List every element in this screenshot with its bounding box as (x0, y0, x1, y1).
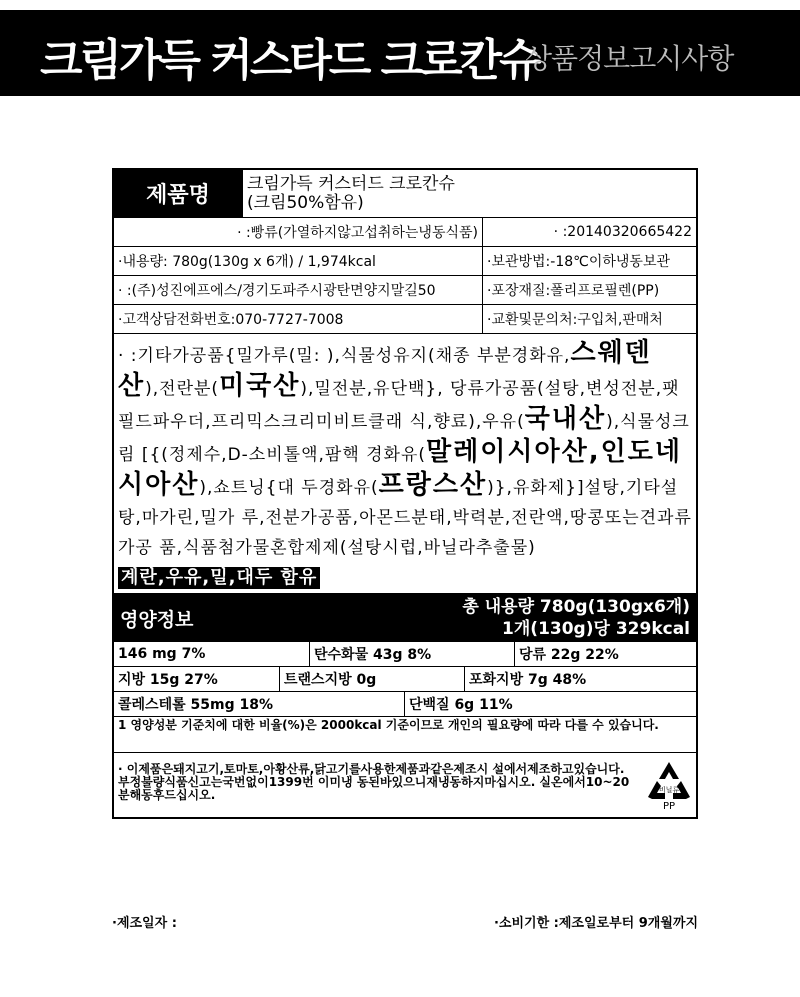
sugars-cell: 당류 22g 22% (514, 642, 696, 666)
nutrition-title: 영양정보 (120, 608, 194, 631)
nutrition-row (114, 692, 696, 717)
origin-sweden: 스웨덴산 (118, 338, 652, 401)
expiry-date: ·소비기한 :제조일로부터 9개월까지 (493, 916, 698, 931)
ingredients-row (114, 334, 696, 594)
exchange-info: ·교환및문의처:구입처,판매처 (482, 305, 696, 333)
ingredients-text (114, 334, 696, 593)
header-bar (0, 10, 800, 96)
product-name-value (242, 170, 696, 217)
product-name-row (114, 170, 696, 218)
nutrition-total (462, 596, 690, 640)
info-row-2 (114, 247, 696, 276)
content-amount: ·내용량: 780g(130g x 6개) / 1,974kcal (118, 254, 376, 270)
info-subtitle: 상품정보고시사항 (525, 42, 734, 75)
label-footer (112, 912, 698, 931)
ingredients-part-3: ),밀전분,유단백}, 당류가공품(설탕,변성전분,팻필드파우더,프리믹스크리미비트클래 식,향료),우유( (118, 379, 680, 432)
fat-cell: 지방 15g 27% (118, 672, 218, 688)
protein-cell: 단백질 6g 11% (404, 692, 696, 716)
nutrition-total-line1: 총 내용량 780g(130gx6개) (462, 597, 690, 617)
ingredients-part-6: )},유화제}]설탕,기타설탕,마가린,밀가 루,전분가공품,아몬드분태,박력분,전란액,땅콩또는견과류가공 품,식품첨가물혼합제제(설탕시럽,바닐라추출물) (118, 478, 692, 558)
recycle-mark (642, 753, 696, 817)
origin-usa: 미국산 (219, 371, 301, 401)
product-title: 크림가득 커스타드 크로칸슈 (40, 35, 539, 86)
nutrition-row (114, 667, 696, 692)
origin-korea: 국내산 (524, 404, 607, 434)
info-row-3 (114, 276, 696, 305)
ingredients-part-2: ),전란분( (145, 379, 220, 399)
info-row-4 (114, 305, 696, 334)
packaging-material: ·포장재질:폴리프로필렌(PP) (482, 276, 696, 304)
saturated-fat-cell: 포화지방 7g 48% (464, 667, 696, 691)
nutrition-row (114, 642, 696, 667)
svg-text:비닐류: 비닐류 (658, 786, 680, 794)
warning-row (114, 753, 696, 817)
ingredients-part-1: · :기타가공품{밀가루(밀: ),식물성유지(채종 부분경화유, (118, 346, 571, 366)
cholesterol-cell: 콜레스테롤 55mg 18% (118, 697, 273, 713)
manufacturer: · :(주)성진에프에스/경기도파주시광탄면양지말길50 (118, 283, 436, 299)
customer-phone: ·고객상담전화번호:070-7727-7008 (118, 312, 344, 328)
warning-text: · 이제품은돼지고기,토마토,아황산류,닭고기를사용한제품과같은제조시 설에서제조하고있습니다. 부정불량식품신고는국번없이1399번 이미냉 동된바있으니재냉동하지마십시오. 실온에서10~20분해동후드십시오. (118, 762, 630, 802)
report-number: · :20140320665422 (482, 218, 696, 246)
trans-fat-cell: 트랜스지방 0g (279, 667, 464, 691)
nutrition-note: 1 영양성분 기준치에 대한 비율(%)은 2000kcal 기준이므로 개인의 필요량에 따라 다를 수 있습니다. (114, 717, 696, 753)
ingredients-part-4: ),식물성크림 [{(정제수,D-소비톨액,팜핵 경화유( (118, 412, 690, 465)
sodium-cell: 146 mg 7% (118, 646, 206, 662)
nutrition-header (114, 594, 696, 642)
svg-text:PP: PP (662, 801, 676, 811)
product-name-label: 제품명 (114, 170, 242, 217)
recycle-icon (644, 759, 694, 811)
carbs-cell: 탄수화물 43g 8% (309, 642, 514, 666)
origin-malaysia-indonesia: 말레이시아산,인도네시아산 (118, 437, 682, 500)
product-label-table (112, 168, 698, 819)
manufacture-date: ·제조일자 : (112, 916, 177, 931)
allergen-badge: 계란,우유,밀,대두 함유 (118, 567, 320, 589)
origin-france: 프랑스산 (378, 470, 488, 500)
product-name-line1: 크림가득 커스터드 크로칸슈 (247, 173, 455, 194)
product-name-line2: (크림50%함유) (247, 192, 364, 213)
storage-method: ·보관방법:-18℃이하냉동보관 (482, 247, 696, 275)
ingredients-part-5: ),쇼트닝{대 두경화유( (199, 478, 379, 498)
food-type: · :빵류(가열하지않고섭취하는냉동식품) (237, 225, 478, 241)
info-row-1 (114, 218, 696, 247)
nutrition-total-line2: 1개(130g)당 329kcal (502, 619, 690, 639)
